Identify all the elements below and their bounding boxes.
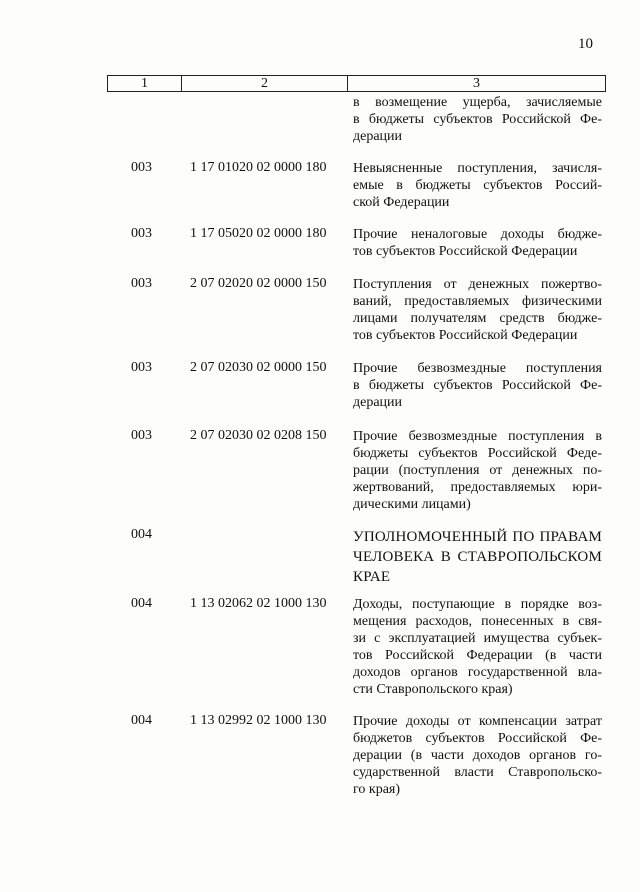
description-line: тов субъектов Российской Федерации: [353, 328, 578, 343]
description-line: Поступления от денежных пожертво-: [353, 277, 602, 292]
description-line: Прочие доходы от компенсации затрат: [353, 714, 602, 729]
page-number: 10: [578, 36, 593, 52]
admin-code: 004: [131, 713, 152, 728]
description-line: тов Российской Федерации (в части: [353, 648, 602, 663]
header-col-2: 2: [182, 76, 348, 91]
table-header: [107, 75, 606, 92]
revenue-description: [353, 428, 602, 513]
description-line: дическими лицами): [353, 497, 471, 512]
description-line: емые в бюджеты субъектов Россий-: [353, 178, 602, 193]
description-line: ЧЕЛОВЕКА В СТАВРОПОЛЬСКОМ: [353, 549, 602, 565]
description-line: ваний, предоставляемых физическими: [353, 294, 602, 309]
description-line: сти Ставропольского края): [353, 682, 513, 697]
description-line: Прочие безвозмездные поступления: [353, 361, 602, 376]
description-line: КРАЕ: [353, 569, 391, 585]
description-line: жертвований, предоставляемых юри-: [353, 480, 602, 495]
header-col-1: 1: [108, 76, 182, 91]
revenue-code: 2 07 02020 02 0000 150: [190, 276, 327, 291]
header-col-3: 3: [473, 75, 480, 91]
description-line: Прочие неналоговые доходы бюдже-: [353, 227, 602, 242]
description-line: мещения расходов, понесенных в свя-: [353, 614, 602, 629]
description-line: тов субъектов Российской Федерации: [353, 244, 578, 259]
admin-code: 004: [131, 527, 152, 542]
description-line: в возмещение ущерба, зачисляемые: [353, 95, 602, 110]
description-line: сударственной власти Ставропольско-: [353, 765, 602, 780]
revenue-description: [353, 160, 602, 211]
description-line: дерации: [353, 129, 403, 144]
description-line: бюджеты субъектов Российской Феде-: [353, 446, 602, 461]
admin-code: 003: [131, 360, 152, 375]
description-line: бюджетов субъектов Российской Фе-: [353, 731, 602, 746]
description-line: УПОЛНОМОЧЕННЫЙ ПО ПРАВАМ: [353, 529, 602, 545]
revenue-code: 1 17 05020 02 0000 180: [190, 226, 327, 241]
section-heading: [353, 527, 602, 587]
description-line: го края): [353, 782, 401, 797]
description-line: Доходы, поступающие в порядке воз-: [353, 597, 602, 612]
revenue-code: 1 13 02062 02 1000 130: [190, 596, 327, 611]
description-line: рации (поступления от денежных по-: [353, 463, 602, 478]
admin-code: 003: [131, 428, 152, 443]
revenue-code: 1 17 01020 02 0000 180: [190, 160, 327, 175]
revenue-description: [353, 596, 602, 698]
description-line: в бюджеты субъектов Российской Фе-: [353, 378, 602, 393]
revenue-description: [353, 94, 602, 145]
admin-code: 004: [131, 596, 152, 611]
description-line: Прочие безвозмездные поступления в: [353, 429, 602, 444]
description-line: лицами получателям средств бюдже-: [353, 311, 602, 326]
description-line: дерации (в части доходов органов го-: [353, 748, 602, 763]
description-line: ской Федерации: [353, 195, 450, 210]
description-line: зи с эксплуатацией имущества субъек-: [353, 631, 602, 646]
description-line: Невыясненные поступления, зачисля-: [353, 161, 602, 176]
description-line: доходов органов государственной вла-: [353, 665, 602, 680]
revenue-code: 1 13 02992 02 1000 130: [190, 713, 327, 728]
admin-code: 003: [131, 226, 152, 241]
admin-code: 003: [131, 276, 152, 291]
description-line: в бюджеты субъектов Российской Фе-: [353, 112, 602, 127]
revenue-code: 2 07 02030 02 0208 150: [190, 428, 327, 443]
revenue-description: [353, 360, 602, 411]
revenue-code: 2 07 02030 02 0000 150: [190, 360, 327, 375]
revenue-description: [353, 226, 602, 260]
revenue-description: [353, 713, 602, 798]
description-line: дерации: [353, 395, 403, 410]
revenue-description: [353, 276, 602, 344]
admin-code: 003: [131, 160, 152, 175]
